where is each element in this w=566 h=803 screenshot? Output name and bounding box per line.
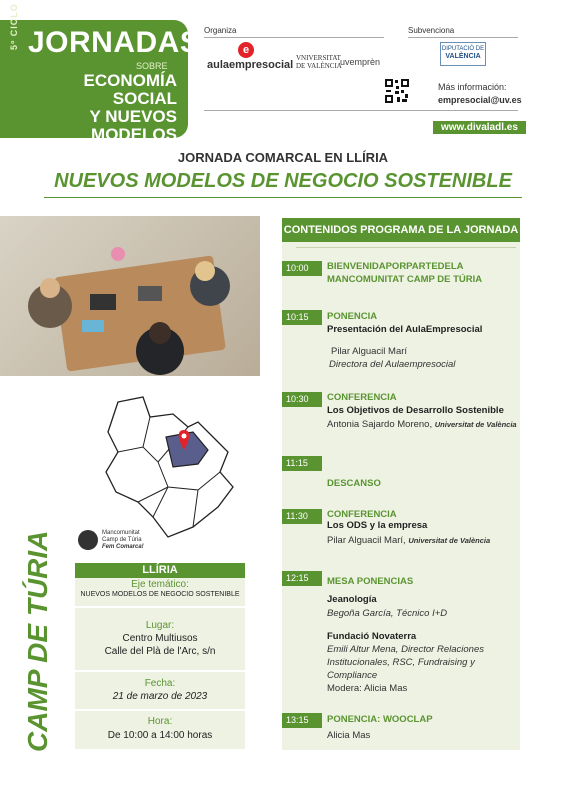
- program-item: DESCANSO: [327, 478, 381, 489]
- meeting-photo: [0, 216, 260, 376]
- event-title-banner: [0, 3, 201, 162]
- event-main-title: NUEVOS MODELOS DE NEGOCIO SOSTENIBLE: [54, 170, 512, 192]
- website-link[interactable]: www.divaladl.es: [433, 121, 526, 134]
- qr-code-icon[interactable]: [384, 78, 410, 104]
- divider: [204, 37, 384, 38]
- program-item: CONFERENCIA Los Objetivos de Desarrollo Sostenible Antonia Sajardo Moreno, Universitat de València: [327, 392, 517, 430]
- divider: [408, 37, 518, 38]
- time-badge: 10:15: [282, 310, 322, 325]
- program-item: PONENCIA: WOOCLAP Alicia Mas: [327, 714, 433, 741]
- town-label: LLÍRIA: [75, 563, 245, 578]
- diputacio-logo: DIPUTACIÓ DE VALÈNCIA: [440, 42, 486, 66]
- program-item: BIENVENIDAPORPARTEDELA MANCOMUNITAT CAMP DE TÚRIA: [327, 261, 483, 285]
- divider: [75, 670, 245, 672]
- aula-logo-icon: e: [238, 42, 254, 58]
- program-item: PONENCIA Presentación del AulaEmpresocial Pilar Alguacil Marí Directora del Aulaempresocial: [327, 311, 483, 370]
- comarca-vertical-title: CAMP DE TÚRIA: [22, 530, 53, 752]
- organiza-label: Organiza: [204, 26, 237, 35]
- event-subtitle: JORNADA COMARCAL EN LLÍRIA: [177, 150, 389, 165]
- mancomunitat-logo-icon: [78, 530, 98, 550]
- ciclo-label: 5º CICLO: [9, 3, 19, 50]
- region-map: [98, 392, 248, 547]
- time-badge: 11:15: [282, 456, 322, 471]
- eje-section: Eje temático: NUEVOS MODELOS DE NEGOCIO SOSTENIBLE: [80, 579, 240, 598]
- divider: [204, 110, 518, 111]
- hora-section: Hora: De 10:00 a 14:00 horas: [107, 716, 213, 741]
- program-heading: CONTENIDOS PROGRAMA DE LA JORNADA: [282, 218, 520, 242]
- universitat-logo: VNIVERSITAT DE VALÈNCIA: [296, 54, 342, 70]
- fecha-section: Fecha: 21 de marzo de 2023: [112, 678, 208, 702]
- time-badge: 10:00: [282, 261, 322, 276]
- time-badge: 11:30: [282, 509, 322, 524]
- topic-title: ECONOMÍA SOCIAL Y NUEVOS MODELOS SOSTENIBLES: [57, 71, 177, 162]
- uvempren-logo: uvemprèn: [340, 57, 381, 67]
- divider: [75, 606, 245, 608]
- aula-logo-text: aulaempresocial: [207, 59, 294, 71]
- program-item: CONFERENCIA Los ODS y la empresa Pilar Alguacil Marí, Universitat de València: [327, 509, 491, 546]
- mas-info-label: Más información:: [438, 82, 507, 92]
- email-link[interactable]: empresocial@uv.es: [438, 95, 522, 105]
- lugar-section: Lugar: Centro Multiusos Calle del Plà de l'Arc, s/n: [104, 620, 216, 657]
- subvenciona-label: Subvenciona: [408, 26, 455, 35]
- time-badge: 13:15: [282, 713, 322, 728]
- jornadas-title: JORNADAS: [28, 26, 201, 59]
- time-badge: 12:15: [282, 571, 322, 586]
- mancomunitat-logo: Mancomunitat Camp de Túria Fem Comarca!: [102, 530, 144, 550]
- program-item: MESA PONENCIAS Jeanología Begoña García, Técnico I+D Fundació Novaterra Emili Altur Mena, Director Relaciones Institucionales, RSC, Fundraising y Compliance Modera: Alicia Mas: [327, 576, 484, 694]
- divider: [296, 247, 516, 248]
- time-badge: 10:30: [282, 392, 322, 407]
- sobre-label: SOBRE: [136, 61, 168, 71]
- divider: [75, 709, 245, 711]
- divider: [44, 197, 522, 198]
